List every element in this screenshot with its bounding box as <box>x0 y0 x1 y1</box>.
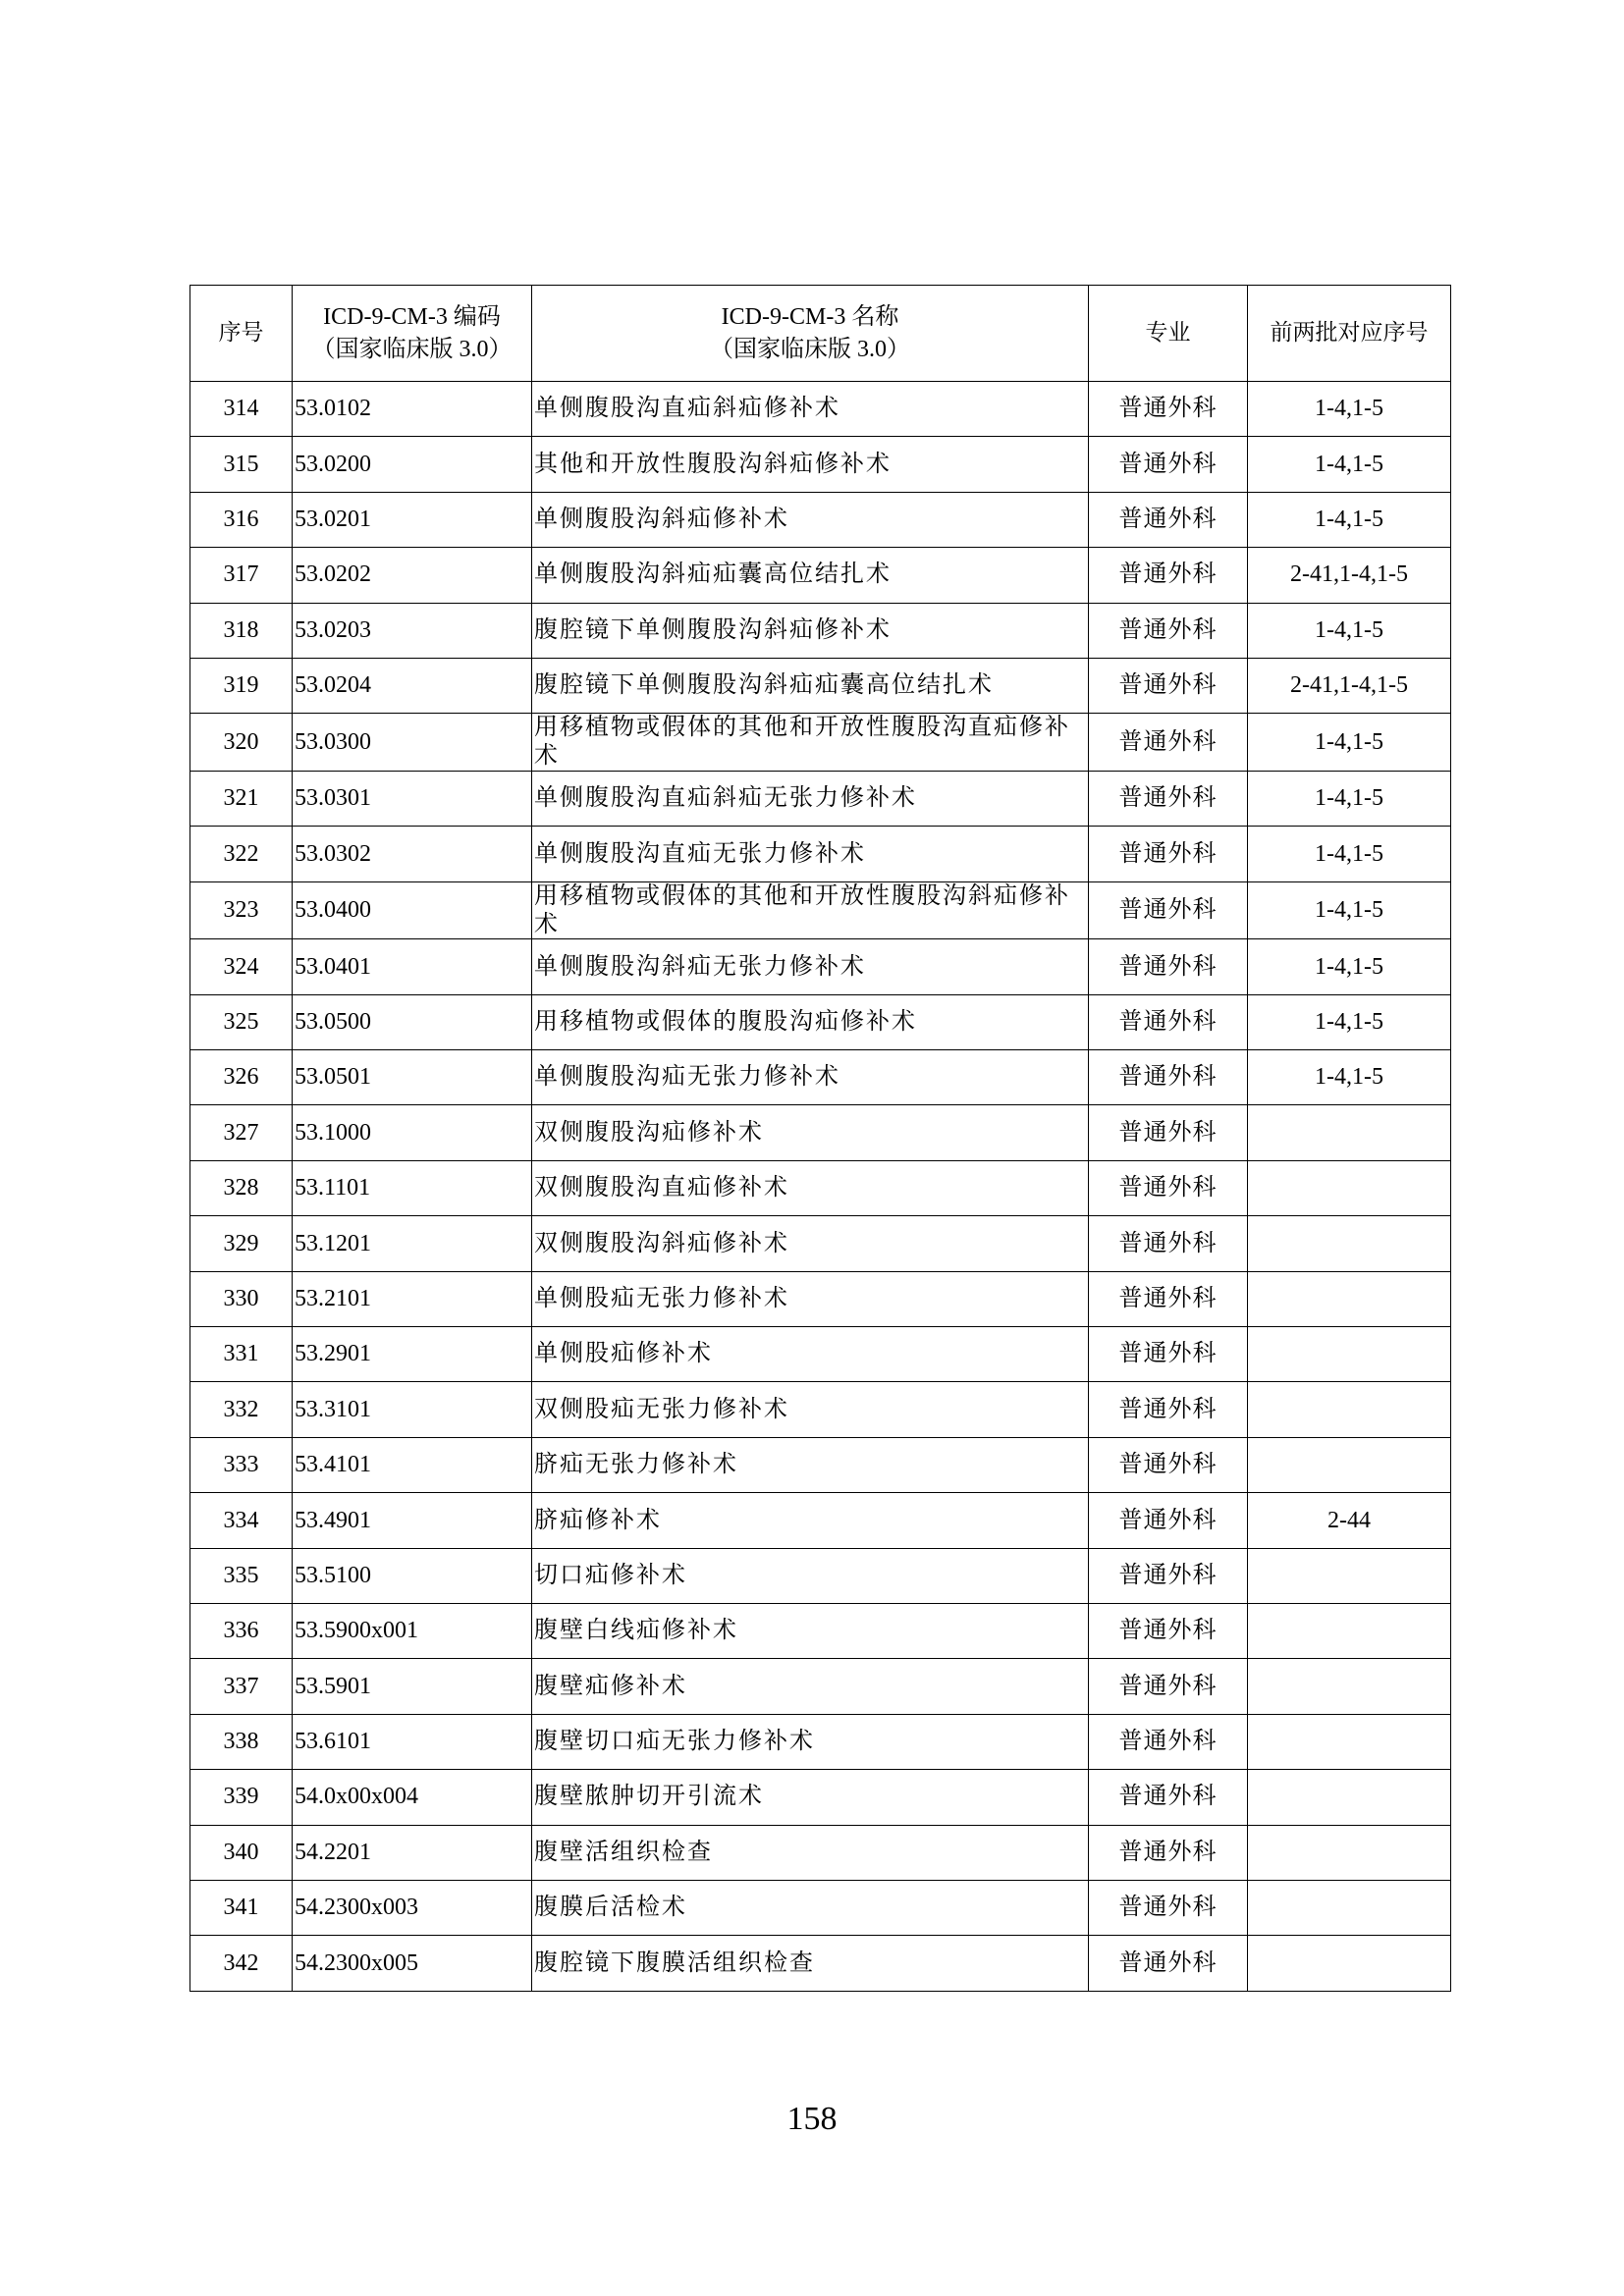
table-row <box>190 1659 1451 1714</box>
cell-ref: 1-4,1-5 <box>1248 437 1451 492</box>
cell-code: 53.3101 <box>293 1382 532 1437</box>
table-row <box>190 1714 1451 1769</box>
cell-specialty: 普通外科 <box>1089 1216 1248 1271</box>
cell-no: 332 <box>190 1382 293 1437</box>
table-row <box>190 1548 1451 1603</box>
cell-no: 316 <box>190 492 293 547</box>
cell-code: 53.5900x001 <box>293 1604 532 1659</box>
cell-specialty: 普通外科 <box>1089 1160 1248 1215</box>
cell-ref <box>1248 1604 1451 1659</box>
table-row <box>190 1825 1451 1880</box>
cell-name: 腹腔镜下单侧腹股沟斜疝疝囊高位结扎术 <box>532 658 1089 713</box>
cell-no: 318 <box>190 603 293 658</box>
cell-no: 325 <box>190 994 293 1049</box>
cell-no: 317 <box>190 548 293 603</box>
header-specialty: 专业 <box>1089 286 1248 382</box>
cell-code: 53.6101 <box>293 1714 532 1769</box>
header-code-line1: ICD-9-CM-3 编码 <box>323 304 501 331</box>
cell-specialty: 普通外科 <box>1089 1936 1248 1991</box>
cell-no: 330 <box>190 1271 293 1326</box>
cell-name: 单侧腹股沟斜疝修补术 <box>532 492 1089 547</box>
cell-no: 322 <box>190 827 293 881</box>
table-row <box>190 939 1451 994</box>
cell-specialty: 普通外科 <box>1089 1437 1248 1492</box>
cell-specialty: 普通外科 <box>1089 1327 1248 1382</box>
cell-code: 53.0201 <box>293 492 532 547</box>
cell-name: 脐疝无张力修补术 <box>532 1437 1089 1492</box>
header-code <box>293 286 532 382</box>
table-row <box>190 1105 1451 1160</box>
cell-code: 53.0301 <box>293 771 532 826</box>
cell-specialty: 普通外科 <box>1089 382 1248 437</box>
cell-code: 53.0401 <box>293 939 532 994</box>
cell-no: 335 <box>190 1548 293 1603</box>
cell-ref: 1-4,1-5 <box>1248 939 1451 994</box>
header-name-line2: （国家临床版 3.0） <box>710 336 910 362</box>
cell-specialty: 普通外科 <box>1089 1604 1248 1659</box>
cell-specialty: 普通外科 <box>1089 714 1248 772</box>
cell-name: 腹膜后活检术 <box>532 1880 1089 1935</box>
table-row <box>190 1160 1451 1215</box>
cell-no: 329 <box>190 1216 293 1271</box>
cell-code: 53.1201 <box>293 1216 532 1271</box>
cell-no: 321 <box>190 771 293 826</box>
cell-no: 337 <box>190 1659 293 1714</box>
cell-specialty: 普通外科 <box>1089 1825 1248 1880</box>
cell-ref <box>1248 1271 1451 1326</box>
cell-code: 53.0203 <box>293 603 532 658</box>
cell-code: 54.0x00x004 <box>293 1770 532 1825</box>
table-row <box>190 827 1451 881</box>
cell-ref <box>1248 1714 1451 1769</box>
table-row <box>190 881 1451 939</box>
cell-ref <box>1248 1548 1451 1603</box>
table-row <box>190 1271 1451 1326</box>
cell-name: 腹壁疝修补术 <box>532 1659 1089 1714</box>
table-row <box>190 1880 1451 1935</box>
cell-ref: 2-44 <box>1248 1493 1451 1548</box>
cell-name: 用移植物或假体的其他和开放性腹股沟直疝修补术 <box>532 714 1089 772</box>
cell-code: 54.2300x003 <box>293 1880 532 1935</box>
cell-code: 53.0500 <box>293 994 532 1049</box>
cell-name: 其他和开放性腹股沟斜疝修补术 <box>532 437 1089 492</box>
cell-specialty: 普通外科 <box>1089 1050 1248 1105</box>
table-row <box>190 994 1451 1049</box>
cell-no: 324 <box>190 939 293 994</box>
cell-name: 单侧腹股沟直疝斜疝修补术 <box>532 382 1089 437</box>
header-name-line1: ICD-9-CM-3 名称 <box>721 304 899 331</box>
cell-code: 53.4901 <box>293 1493 532 1548</box>
cell-specialty: 普通外科 <box>1089 1382 1248 1437</box>
cell-ref <box>1248 1880 1451 1935</box>
cell-name: 双侧腹股沟疝修补术 <box>532 1105 1089 1160</box>
cell-name: 脐疝修补术 <box>532 1493 1089 1548</box>
cell-specialty: 普通外科 <box>1089 771 1248 826</box>
table-row <box>190 1382 1451 1437</box>
table-row <box>190 1604 1451 1659</box>
cell-name: 腹壁切口疝无张力修补术 <box>532 1714 1089 1769</box>
cell-no: 327 <box>190 1105 293 1160</box>
table-row <box>190 603 1451 658</box>
cell-name: 腹腔镜下腹膜活组织检查 <box>532 1936 1089 1991</box>
table-row <box>190 1493 1451 1548</box>
cell-code: 53.1000 <box>293 1105 532 1160</box>
cell-name: 双侧腹股沟直疝修补术 <box>532 1160 1089 1215</box>
cell-specialty: 普通外科 <box>1089 1659 1248 1714</box>
cell-no: 339 <box>190 1770 293 1825</box>
table-row <box>190 1050 1451 1105</box>
cell-specialty: 普通外科 <box>1089 881 1248 939</box>
cell-specialty: 普通外科 <box>1089 658 1248 713</box>
cell-code: 53.0204 <box>293 658 532 713</box>
table-row <box>190 1327 1451 1382</box>
cell-name: 双侧股疝无张力修补术 <box>532 1382 1089 1437</box>
cell-no: 334 <box>190 1493 293 1548</box>
cell-specialty: 普通外科 <box>1089 603 1248 658</box>
header-no: 序号 <box>190 286 293 382</box>
cell-ref: 1-4,1-5 <box>1248 1050 1451 1105</box>
cell-specialty: 普通外科 <box>1089 1493 1248 1548</box>
cell-no: 333 <box>190 1437 293 1492</box>
cell-name: 腹壁脓肿切开引流术 <box>532 1770 1089 1825</box>
header-ref: 前两批对应序号 <box>1248 286 1451 382</box>
cell-name: 单侧腹股沟直疝斜疝无张力修补术 <box>532 771 1089 826</box>
cell-code: 53.5100 <box>293 1548 532 1603</box>
cell-code: 53.0400 <box>293 881 532 939</box>
table-body <box>190 382 1451 1992</box>
table-row <box>190 771 1451 826</box>
cell-name: 单侧股疝无张力修补术 <box>532 1271 1089 1326</box>
cell-no: 328 <box>190 1160 293 1215</box>
header-code-line2: （国家临床版 3.0） <box>311 336 513 362</box>
table-row <box>190 548 1451 603</box>
cell-ref: 1-4,1-5 <box>1248 603 1451 658</box>
cell-ref: 1-4,1-5 <box>1248 492 1451 547</box>
cell-specialty: 普通外科 <box>1089 1770 1248 1825</box>
table-row <box>190 382 1451 437</box>
cell-name: 单侧腹股沟斜疝疝囊高位结扎术 <box>532 548 1089 603</box>
cell-specialty: 普通外科 <box>1089 1105 1248 1160</box>
table-row <box>190 1437 1451 1492</box>
cell-ref <box>1248 1160 1451 1215</box>
table-row <box>190 1216 1451 1271</box>
cell-no: 320 <box>190 714 293 772</box>
procedure-table <box>189 285 1451 1992</box>
cell-specialty: 普通外科 <box>1089 548 1248 603</box>
cell-ref <box>1248 1216 1451 1271</box>
cell-code: 54.2300x005 <box>293 1936 532 1991</box>
table-header-row <box>190 286 1451 382</box>
cell-specialty: 普通外科 <box>1089 1548 1248 1603</box>
cell-code: 53.0501 <box>293 1050 532 1105</box>
cell-name: 双侧腹股沟斜疝修补术 <box>532 1216 1089 1271</box>
cell-name: 腹壁活组织检查 <box>532 1825 1089 1880</box>
cell-ref: 1-4,1-5 <box>1248 771 1451 826</box>
cell-code: 53.0200 <box>293 437 532 492</box>
cell-ref: 1-4,1-5 <box>1248 994 1451 1049</box>
cell-ref <box>1248 1437 1451 1492</box>
cell-code: 53.0202 <box>293 548 532 603</box>
cell-no: 326 <box>190 1050 293 1105</box>
cell-no: 336 <box>190 1604 293 1659</box>
cell-name: 用移植物或假体的其他和开放性腹股沟斜疝修补术 <box>532 881 1089 939</box>
cell-code: 53.2901 <box>293 1327 532 1382</box>
cell-ref <box>1248 1105 1451 1160</box>
cell-ref: 2-41,1-4,1-5 <box>1248 658 1451 713</box>
cell-name: 腹腔镜下单侧腹股沟斜疝修补术 <box>532 603 1089 658</box>
cell-ref <box>1248 1382 1451 1437</box>
cell-specialty: 普通外科 <box>1089 939 1248 994</box>
cell-specialty: 普通外科 <box>1089 1271 1248 1326</box>
cell-code: 53.0102 <box>293 382 532 437</box>
cell-no: 314 <box>190 382 293 437</box>
cell-no: 315 <box>190 437 293 492</box>
cell-name: 腹壁白线疝修补术 <box>532 1604 1089 1659</box>
cell-ref <box>1248 1936 1451 1991</box>
cell-name: 单侧腹股沟斜疝无张力修补术 <box>532 939 1089 994</box>
cell-specialty: 普通外科 <box>1089 994 1248 1049</box>
cell-code: 53.0302 <box>293 827 532 881</box>
cell-no: 319 <box>190 658 293 713</box>
cell-specialty: 普通外科 <box>1089 827 1248 881</box>
cell-ref: 1-4,1-5 <box>1248 714 1451 772</box>
cell-no: 342 <box>190 1936 293 1991</box>
cell-ref <box>1248 1327 1451 1382</box>
cell-ref: 1-4,1-5 <box>1248 827 1451 881</box>
cell-code: 53.1101 <box>293 1160 532 1215</box>
cell-code: 53.0300 <box>293 714 532 772</box>
cell-name: 单侧腹股沟直疝无张力修补术 <box>532 827 1089 881</box>
cell-no: 338 <box>190 1714 293 1769</box>
cell-no: 331 <box>190 1327 293 1382</box>
table-row <box>190 1936 1451 1991</box>
cell-specialty: 普通外科 <box>1089 1880 1248 1935</box>
table-row <box>190 437 1451 492</box>
cell-ref: 1-4,1-5 <box>1248 382 1451 437</box>
cell-name: 用移植物或假体的腹股沟疝修补术 <box>532 994 1089 1049</box>
cell-name: 切口疝修补术 <box>532 1548 1089 1603</box>
cell-ref: 2-41,1-4,1-5 <box>1248 548 1451 603</box>
cell-specialty: 普通外科 <box>1089 1714 1248 1769</box>
cell-code: 54.2201 <box>293 1825 532 1880</box>
page-number: 158 <box>786 2101 838 2137</box>
cell-ref <box>1248 1659 1451 1714</box>
cell-no: 340 <box>190 1825 293 1880</box>
cell-code: 53.2101 <box>293 1271 532 1326</box>
cell-code: 53.4101 <box>293 1437 532 1492</box>
table-row <box>190 1770 1451 1825</box>
table-row <box>190 658 1451 713</box>
cell-ref <box>1248 1825 1451 1880</box>
cell-no: 323 <box>190 881 293 939</box>
table-row <box>190 714 1451 772</box>
header-name <box>532 286 1089 382</box>
cell-specialty: 普通外科 <box>1089 437 1248 492</box>
cell-specialty: 普通外科 <box>1089 492 1248 547</box>
cell-name: 单侧股疝修补术 <box>532 1327 1089 1382</box>
table-row <box>190 492 1451 547</box>
cell-ref: 1-4,1-5 <box>1248 881 1451 939</box>
cell-name: 单侧腹股沟疝无张力修补术 <box>532 1050 1089 1105</box>
cell-no: 341 <box>190 1880 293 1935</box>
cell-code: 53.5901 <box>293 1659 532 1714</box>
cell-ref <box>1248 1770 1451 1825</box>
